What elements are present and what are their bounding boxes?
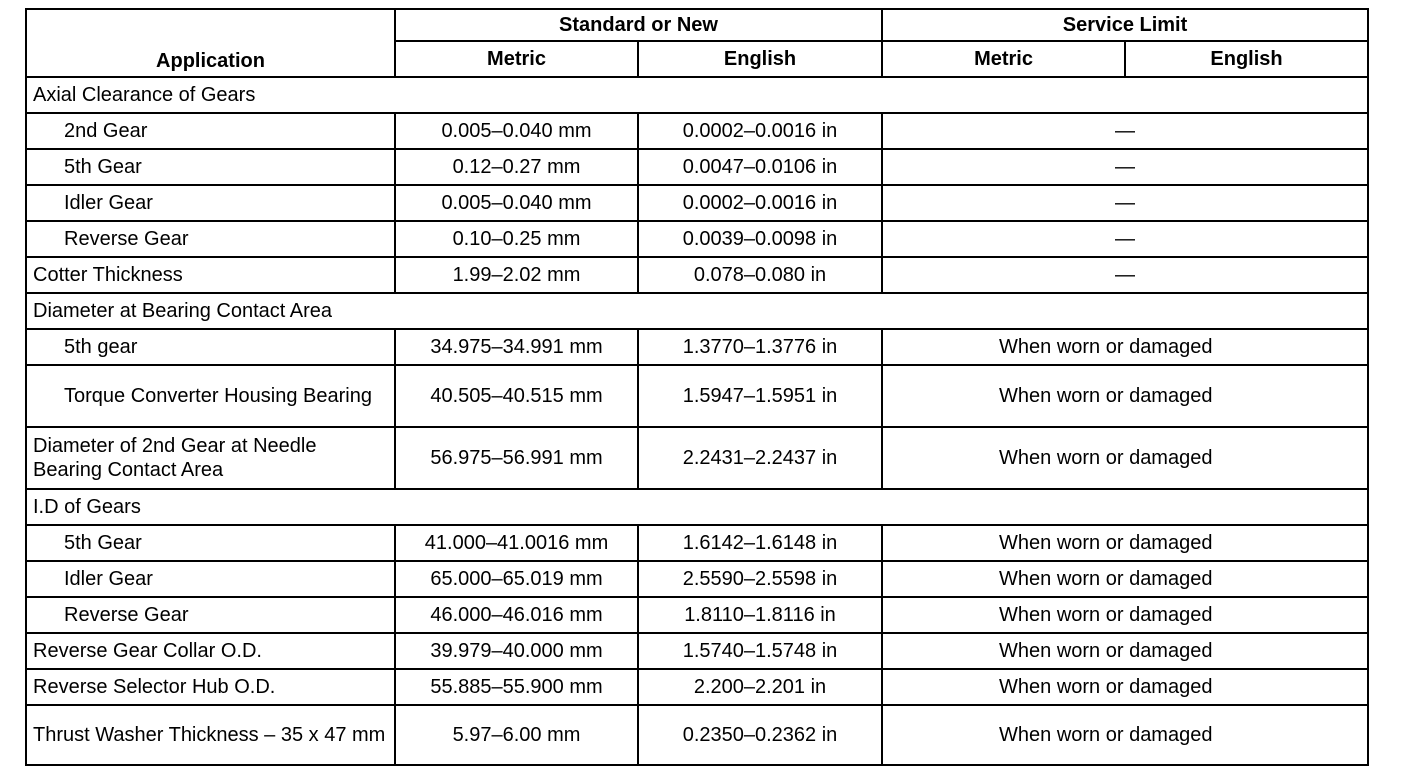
standard-english-cell: 1.3770–1.3776 in	[638, 329, 882, 365]
service-limit-cell: When worn or damaged	[882, 669, 1368, 705]
table-row	[26, 113, 1368, 149]
header-standard-english: English	[638, 41, 882, 77]
section-label: Diameter at Bearing Contact Area	[26, 293, 1368, 329]
standard-english-cell: 0.0002–0.0016 in	[638, 113, 882, 149]
table-row	[26, 149, 1368, 185]
service-limit-cell: When worn or damaged	[882, 427, 1368, 489]
standard-english-cell: 0.0039–0.0098 in	[638, 221, 882, 257]
section-row	[26, 489, 1368, 525]
application-cell: Idler Gear	[26, 561, 395, 597]
standard-metric-cell: 34.975–34.991 mm	[395, 329, 638, 365]
service-limit-cell: —	[882, 149, 1368, 185]
header-service-limit: Service Limit	[882, 9, 1368, 41]
standard-english-cell: 1.5947–1.5951 in	[638, 365, 882, 427]
standard-metric-cell: 46.000–46.016 mm	[395, 597, 638, 633]
standard-metric-cell: 5.97–6.00 mm	[395, 705, 638, 765]
table-row	[26, 365, 1368, 427]
application-cell: Torque Converter Housing Bearing	[26, 365, 395, 427]
service-limit-cell: —	[882, 221, 1368, 257]
standard-english-cell: 2.2431–2.2437 in	[638, 427, 882, 489]
table-row	[26, 185, 1368, 221]
application-cell: Reverse Gear	[26, 221, 395, 257]
standard-metric-cell: 40.505–40.515 mm	[395, 365, 638, 427]
table-row	[26, 561, 1368, 597]
standard-metric-cell: 56.975–56.991 mm	[395, 427, 638, 489]
table-row	[26, 257, 1368, 293]
service-limit-cell: —	[882, 185, 1368, 221]
header-standard-metric: Metric	[395, 41, 638, 77]
service-limit-cell: When worn or damaged	[882, 633, 1368, 669]
standard-english-cell: 0.0047–0.0106 in	[638, 149, 882, 185]
application-cell: Idler Gear	[26, 185, 395, 221]
application-cell: 2nd Gear	[26, 113, 395, 149]
header-service-english: English	[1125, 41, 1368, 77]
section-row	[26, 77, 1368, 113]
standard-metric-cell: 0.12–0.27 mm	[395, 149, 638, 185]
standard-english-cell: 1.5740–1.5748 in	[638, 633, 882, 669]
service-limit-cell: When worn or damaged	[882, 329, 1368, 365]
service-limit-cell: When worn or damaged	[882, 365, 1368, 427]
header-application: Application	[26, 9, 395, 77]
standard-metric-cell: 65.000–65.019 mm	[395, 561, 638, 597]
application-cell: Thrust Washer Thickness – 35 x 47 mm	[26, 705, 395, 765]
standard-english-cell: 1.6142–1.6148 in	[638, 525, 882, 561]
standard-english-cell: 1.8110–1.8116 in	[638, 597, 882, 633]
standard-english-cell: 0.0002–0.0016 in	[638, 185, 882, 221]
service-limit-cell: When worn or damaged	[882, 597, 1368, 633]
standard-metric-cell: 0.005–0.040 mm	[395, 185, 638, 221]
service-limit-cell: When worn or damaged	[882, 561, 1368, 597]
section-row	[26, 293, 1368, 329]
standard-metric-cell: 41.000–41.0016 mm	[395, 525, 638, 561]
application-cell: Reverse Gear	[26, 597, 395, 633]
table-row	[26, 221, 1368, 257]
standard-metric-cell: 55.885–55.900 mm	[395, 669, 638, 705]
table-row	[26, 705, 1368, 765]
header-standard-or-new: Standard or New	[395, 9, 882, 41]
table-row	[26, 525, 1368, 561]
service-limit-cell: When worn or damaged	[882, 525, 1368, 561]
application-cell: 5th Gear	[26, 149, 395, 185]
table-row	[26, 633, 1368, 669]
standard-english-cell: 0.2350–0.2362 in	[638, 705, 882, 765]
application-cell: Reverse Gear Collar O.D.	[26, 633, 395, 669]
service-limit-cell: When worn or damaged	[882, 705, 1368, 765]
standard-metric-cell: 0.10–0.25 mm	[395, 221, 638, 257]
standard-english-cell: 2.200–2.201 in	[638, 669, 882, 705]
standard-metric-cell: 1.99–2.02 mm	[395, 257, 638, 293]
standard-metric-cell: 39.979–40.000 mm	[395, 633, 638, 669]
application-cell: Diameter of 2nd Gear at Needle Bearing Contact Area	[26, 427, 395, 489]
application-cell: 5th Gear	[26, 525, 395, 561]
specifications-table	[25, 8, 1369, 766]
standard-metric-cell: 0.005–0.040 mm	[395, 113, 638, 149]
table-row	[26, 597, 1368, 633]
standard-english-cell: 2.5590–2.5598 in	[638, 561, 882, 597]
application-cell: Reverse Selector Hub O.D.	[26, 669, 395, 705]
table-row	[26, 329, 1368, 365]
header-service-metric: Metric	[882, 41, 1125, 77]
section-label: Axial Clearance of Gears	[26, 77, 1368, 113]
application-cell: Cotter Thickness	[26, 257, 395, 293]
table-body	[26, 77, 1368, 765]
standard-english-cell: 0.078–0.080 in	[638, 257, 882, 293]
service-limit-cell: —	[882, 113, 1368, 149]
section-label: I.D of Gears	[26, 489, 1368, 525]
table-row	[26, 427, 1368, 489]
table-row	[26, 669, 1368, 705]
service-limit-cell: —	[882, 257, 1368, 293]
application-cell: 5th gear	[26, 329, 395, 365]
